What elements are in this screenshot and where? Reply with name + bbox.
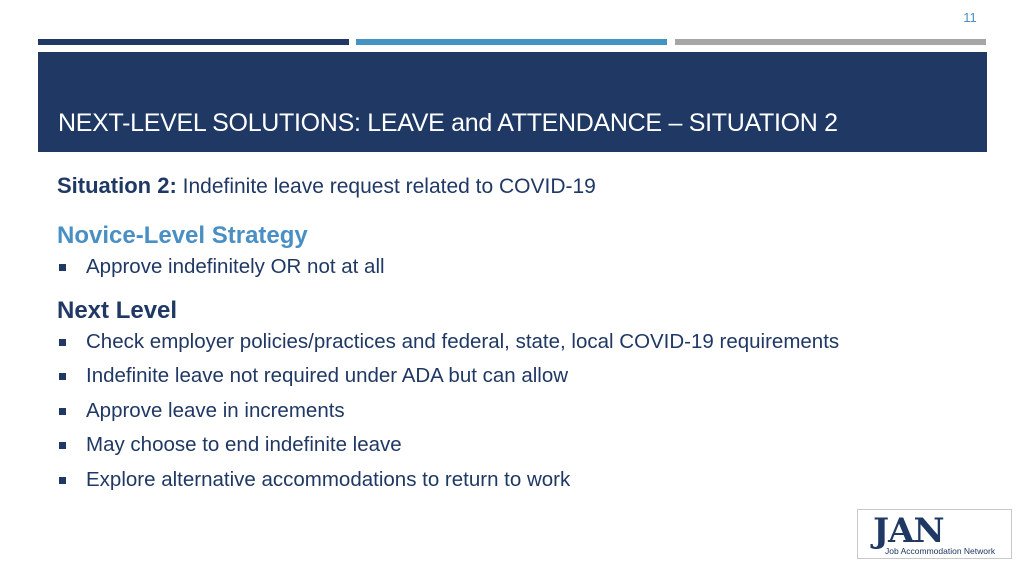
bullet-square-icon [59, 408, 66, 415]
list-item-text: Check employer policies/practices and federal, state, local COVID-19 requirements [86, 329, 840, 353]
list-item-text: Explore alternative accommodations to return to work [86, 467, 571, 491]
list-item [57, 394, 977, 429]
list-item-text: May choose to end indefinite leave [86, 433, 402, 456]
list-item [57, 250, 977, 285]
bullet-square-icon [59, 264, 66, 271]
novice-list [57, 250, 977, 285]
accent-stripe-blue [356, 39, 667, 45]
list-item-text: Indefinite leave not required under ADA but can allow [86, 364, 569, 387]
situation-line [57, 173, 977, 207]
bullet-square-icon [59, 373, 66, 380]
list-item [57, 428, 977, 463]
slide-content [57, 168, 977, 497]
bullet-square-icon [59, 442, 66, 449]
next-level-heading: Next Level [57, 296, 178, 324]
novice-heading: Novice-Level Strategy [57, 222, 308, 249]
title-bar [38, 52, 987, 152]
list-item [57, 359, 977, 394]
logo-mark: JAN [873, 511, 944, 551]
bullet-square-icon [59, 477, 66, 484]
slide-title: NEXT-LEVEL SOLUTIONS: LEAVE and ATTENDANCE – SITUATION 2 [58, 109, 838, 137]
list-item-text: Approve indefinitely OR not at all [86, 255, 385, 278]
situation-text: Indefinite leave request related to COVID-19 [182, 175, 596, 198]
bullet-square-icon [59, 339, 66, 346]
list-item [57, 325, 977, 360]
situation-label: Situation 2: [57, 173, 177, 198]
accent-stripe-gray [675, 39, 986, 45]
jan-logo [857, 509, 1012, 559]
logo-subtitle: Job Accommodation Network [885, 546, 996, 556]
list-item-text: Approve leave in increments [86, 398, 345, 422]
next-level-list [57, 325, 977, 498]
accent-stripe-navy [38, 39, 349, 45]
list-item [57, 463, 977, 498]
page-number: 11 [963, 10, 977, 25]
